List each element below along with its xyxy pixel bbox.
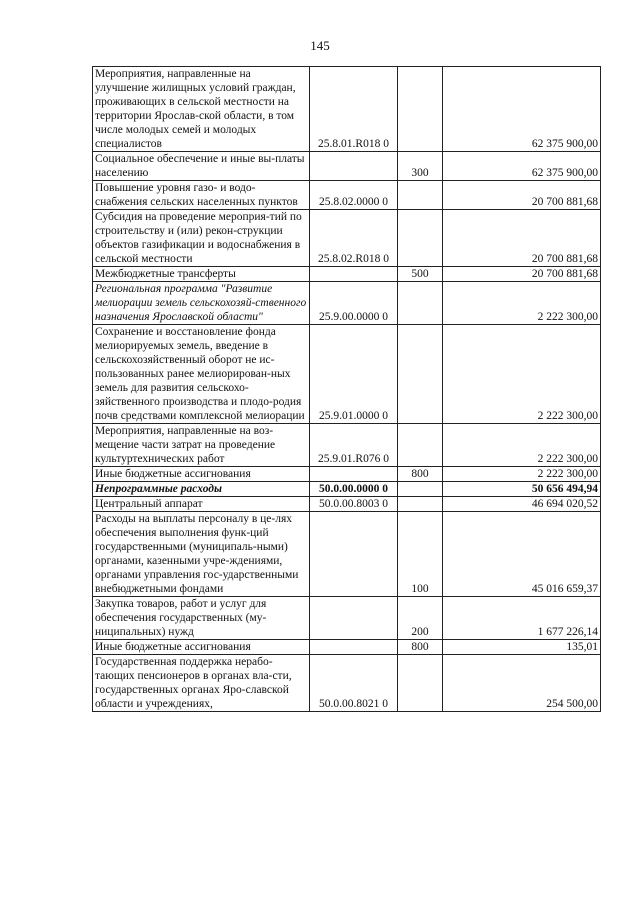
row-name-cell: Иные бюджетные ассигнования [93,467,310,482]
row-name-cell: Непрограммные расходы [93,482,310,497]
table-row [93,467,601,482]
row-name-cell: Иные бюджетные ассигнования [93,640,310,655]
row-kind-cell [398,325,443,424]
row-sum-cell: 254 500,00 [443,655,601,712]
row-code-cell [310,267,398,282]
row-code-cell [310,467,398,482]
row-code-cell: 25.9.00.0000 0 [310,282,398,325]
row-kind-cell: 200 [398,597,443,640]
row-code-cell [310,152,398,181]
row-name-cell: Мероприятия, направленные на улучшение жилищных условий граждан, проживающих в сельской местности на территории Ярослав-ской области, в том числе молодых семей и молодых специалистов [93,67,310,152]
table-row [93,267,601,282]
row-kind-cell: 100 [398,512,443,597]
row-sum-cell: 2 222 300,00 [443,325,601,424]
row-name-cell: Субсидия на проведение мероприя-тий по строительству и (или) рекон-струкции объектов газификации и водоснабжения в сельской местности [93,210,310,267]
row-sum-cell: 20 700 881,68 [443,210,601,267]
row-kind-cell [398,67,443,152]
row-kind-cell: 800 [398,640,443,655]
row-code-cell: 50.0.00.0000 0 [310,482,398,497]
table-row [93,640,601,655]
row-sum-cell: 20 700 881,68 [443,267,601,282]
row-sum-cell: 46 694 020,52 [443,497,601,512]
row-code-cell: 25.9.01.0000 0 [310,325,398,424]
table-row [93,67,601,152]
budget-table-body [93,67,601,712]
row-name-cell: Расходы на выплаты персоналу в це-лях обеспечения выполнения функ-ций государственными (муниципаль-ными) органами, казенными учре-ждениями, органами управления гос-ударственными внебюджетными фондами [93,512,310,597]
row-name-cell: Повышение уровня газо- и водо-снабжения сельских населенных пунктов [93,181,310,210]
row-name-cell: Социальное обеспечение и иные вы-платы населению [93,152,310,181]
row-code-cell: 25.8.02.R018 0 [310,210,398,267]
row-kind-cell [398,655,443,712]
row-code-cell [310,640,398,655]
row-sum-cell: 20 700 881,68 [443,181,601,210]
row-code-cell: 25.9.01.R076 0 [310,424,398,467]
table-row [93,210,601,267]
table-row [93,655,601,712]
row-code-cell: 25.8.02.0000 0 [310,181,398,210]
page-number: 145 [310,38,330,53]
row-kind-cell [398,282,443,325]
row-kind-cell [398,210,443,267]
row-name-cell: Межбюджетные трансферты [93,267,310,282]
row-kind-cell [398,497,443,512]
row-kind-cell [398,482,443,497]
row-sum-cell: 1 677 226,14 [443,597,601,640]
row-sum-cell: 2 222 300,00 [443,282,601,325]
row-name-cell: Центральный аппарат [93,497,310,512]
row-sum-cell: 50 656 494,94 [443,482,601,497]
row-kind-cell: 500 [398,267,443,282]
table-row [93,597,601,640]
row-code-cell [310,512,398,597]
table-row [93,181,601,210]
row-name-cell: Сохранение и восстановление фонда мелиорируемых земель, введение в сельскохозяйственный оборот не ис-пользованных ранее мелиорирован-ных земель для развития сельскохо-зяйственного производства и плодо-родия почв средствами комплексной мелиорации [93,325,310,424]
row-code-cell: 25.8.01.R018 0 [310,67,398,152]
row-sum-cell: 2 222 300,00 [443,424,601,467]
table-row [93,497,601,512]
row-name-cell: Государственная поддержка нерабо-тающих пенсионеров в органах вла-сти, государственных органах Яро-славской области и учреждениях, [93,655,310,712]
row-sum-cell: 62 375 900,00 [443,67,601,152]
table-row [93,152,601,181]
row-sum-cell: 135,01 [443,640,601,655]
row-sum-cell: 62 375 900,00 [443,152,601,181]
table-row [93,482,601,497]
row-name-cell: Закупка товаров, работ и услуг для обеспечения государственных (му-ниципальных) нужд [93,597,310,640]
table-row [93,282,601,325]
table-row [93,325,601,424]
row-kind-cell: 800 [398,467,443,482]
table-row [93,512,601,597]
row-code-cell: 50.0.00.8003 0 [310,497,398,512]
row-name-cell: Региональная программа "Развитие мелиорации земель сельскохозяй-ственного назначения Ярославской области" [93,282,310,325]
row-name-cell: Мероприятия, направленные на воз-мещение части затрат на проведение культуртехнических работ [93,424,310,467]
row-sum-cell: 2 222 300,00 [443,467,601,482]
row-kind-cell: 300 [398,152,443,181]
row-code-cell: 50.0.00.8021 0 [310,655,398,712]
row-kind-cell [398,181,443,210]
table-row [93,424,601,467]
budget-table [92,66,601,712]
row-sum-cell: 45 016 659,37 [443,512,601,597]
row-kind-cell [398,424,443,467]
row-code-cell [310,597,398,640]
